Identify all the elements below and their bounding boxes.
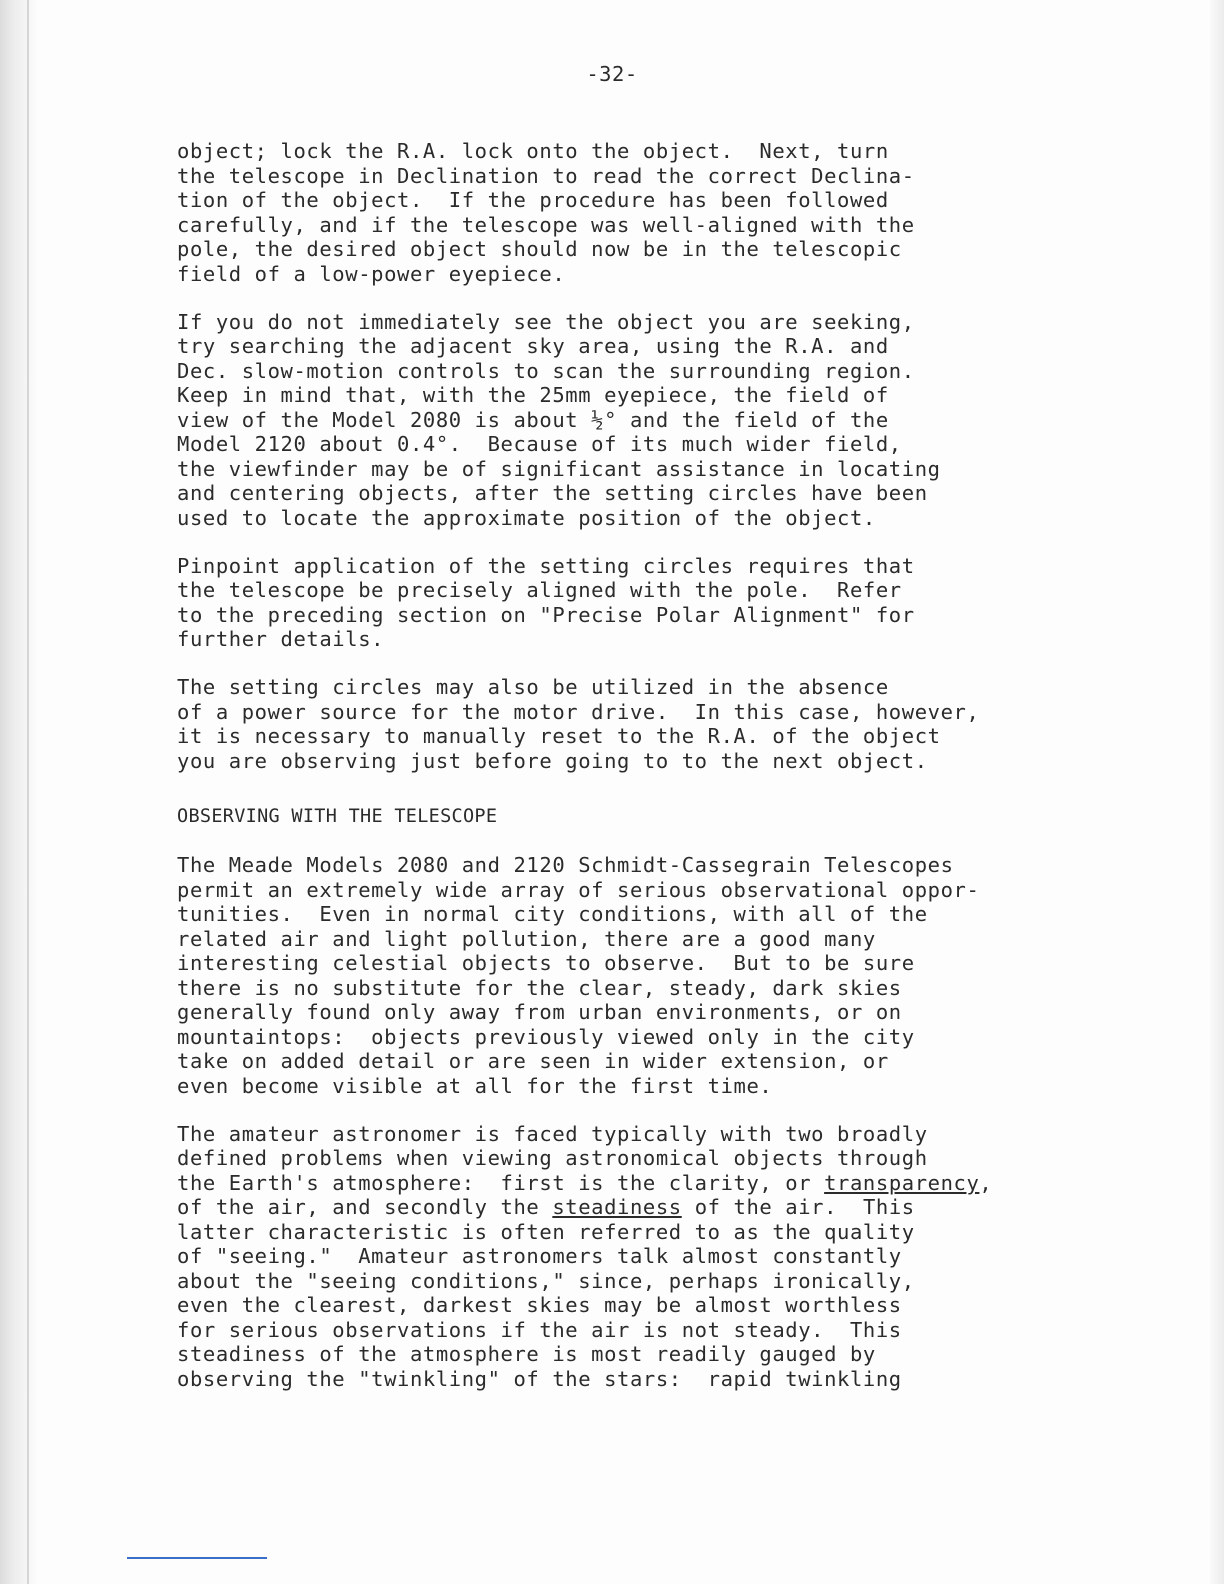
text-segment: ,	[979, 1170, 993, 1195]
text-line: generally found only away from urban environments, or on	[177, 1000, 902, 1024]
text-line: If you do not immediately see the object you are seeking,	[177, 309, 915, 334]
text-line: mountaintops: objects previously viewed only in the city	[177, 1024, 915, 1049]
paragraph-4	[177, 675, 1117, 773]
text-line: latter characteristic is often referred to as the quality	[177, 1219, 915, 1244]
text-line: about the "seeing conditions," since, perhaps ironically,	[177, 1268, 915, 1293]
text-line: Dec. slow-motion controls to scan the surrounding region.	[177, 358, 915, 383]
text-line: The setting circles may also be utilized in the absence	[177, 675, 889, 699]
text-line: tunities. Even in normal city conditions, with all of the	[177, 902, 928, 926]
text-line: even become visible at all for the first time.	[177, 1073, 773, 1098]
text-line: carefully, and if the telescope was well-aligned with the	[177, 212, 915, 237]
text-line: to the preceding section on "Precise Polar Alignment" for	[177, 602, 915, 627]
binding-edge-line	[27, 0, 29, 1584]
page-left-edge-shadow	[0, 0, 38, 1584]
section-heading-text: OBSERVING WITH THE TELESCOPE	[177, 806, 498, 827]
paragraph-6	[177, 1122, 1117, 1392]
text-line-with-underline	[177, 1195, 1117, 1220]
text-line: there is no substitute for the clear, steady, dark skies	[177, 975, 902, 1000]
text-line: it is necessary to manually reset to the R.A. of the object	[177, 724, 941, 748]
text-line: field of a low-power eyepiece.	[177, 261, 566, 286]
footnote-rule	[127, 1557, 267, 1559]
text-line: even the clearest, darkest skies may be almost worthless	[177, 1293, 902, 1317]
underlined-term-steadiness: steadiness	[552, 1195, 682, 1219]
text-line: try searching the adjacent sky area, using the R.A. and	[177, 334, 889, 358]
text-line: Keep in mind that, with the 25mm eyepiece, the field of	[177, 383, 889, 407]
text-line: The amateur astronomer is faced typically with two broadly	[177, 1121, 928, 1146]
text-line: Pinpoint application of the setting circles requires that	[177, 553, 915, 578]
text-line: used to locate the approximate position of the object.	[177, 505, 876, 530]
text-line: defined problems when viewing astronomical objects through	[177, 1146, 928, 1170]
underlined-term-transparency: transparency	[824, 1170, 980, 1195]
text-line: object; lock the R.A. lock onto the object. Next, turn	[177, 139, 889, 163]
text-line: the viewfinder may be of significant assistance in locating	[177, 456, 941, 481]
paragraph-3	[177, 554, 1117, 652]
paragraph-1	[177, 139, 1117, 286]
text-line: take on added detail or are seen in wider extension, or	[177, 1049, 889, 1073]
text-line: further details.	[177, 627, 385, 651]
page-number: -32-	[586, 62, 638, 86]
text-line: related air and light pollution, there are a good many	[177, 926, 876, 951]
text-line-with-underline	[177, 1171, 1117, 1196]
text-line: for serious observations if the air is not steady. This	[177, 1317, 902, 1342]
text-line: pole, the desired object should now be in the telescopic	[177, 237, 902, 261]
paragraph-2	[177, 310, 1117, 531]
text-line: tion of the object. If the procedure has been followed	[177, 188, 889, 212]
text-segment: of the air. This	[681, 1195, 915, 1219]
text-line: the telescope be precisely aligned with the pole. Refer	[177, 578, 902, 602]
page-right-edge-shadow	[1210, 0, 1224, 1584]
text-line: permit an extremely wide array of serious observational oppor-	[177, 877, 980, 902]
text-line: of a power source for the motor drive. In this case, however,	[177, 699, 980, 724]
text-line: Model 2120 about 0.4°. Because of its much wider field,	[177, 432, 902, 456]
text-line: The Meade Models 2080 and 2120 Schmidt-Cassegrain Telescopes	[177, 853, 954, 877]
text-segment: the Earth's atmosphere: first is the clarity, or	[177, 1170, 825, 1195]
text-line: steadiness of the atmosphere is most readily gauged by	[177, 1342, 876, 1366]
text-line: view of the Model 2080 is about ½° and the field of the	[177, 407, 889, 432]
section-heading	[177, 805, 1117, 830]
text-line: you are observing just before going to to the next object.	[177, 748, 928, 773]
text-line: the telescope in Declination to read the correct Declina-	[177, 163, 915, 188]
text-line: of "seeing." Amateur astronomers talk almost constantly	[177, 1244, 902, 1268]
paragraph-5	[177, 853, 1117, 1098]
text-line: interesting celestial objects to observe. But to be sure	[177, 951, 915, 975]
text-line: and centering objects, after the setting circles have been	[177, 481, 928, 505]
body-text	[177, 139, 1117, 1415]
text-segment: of the air, and secondly the	[177, 1195, 553, 1219]
text-line: observing the "twinkling" of the stars: rapid twinkling	[177, 1366, 902, 1391]
